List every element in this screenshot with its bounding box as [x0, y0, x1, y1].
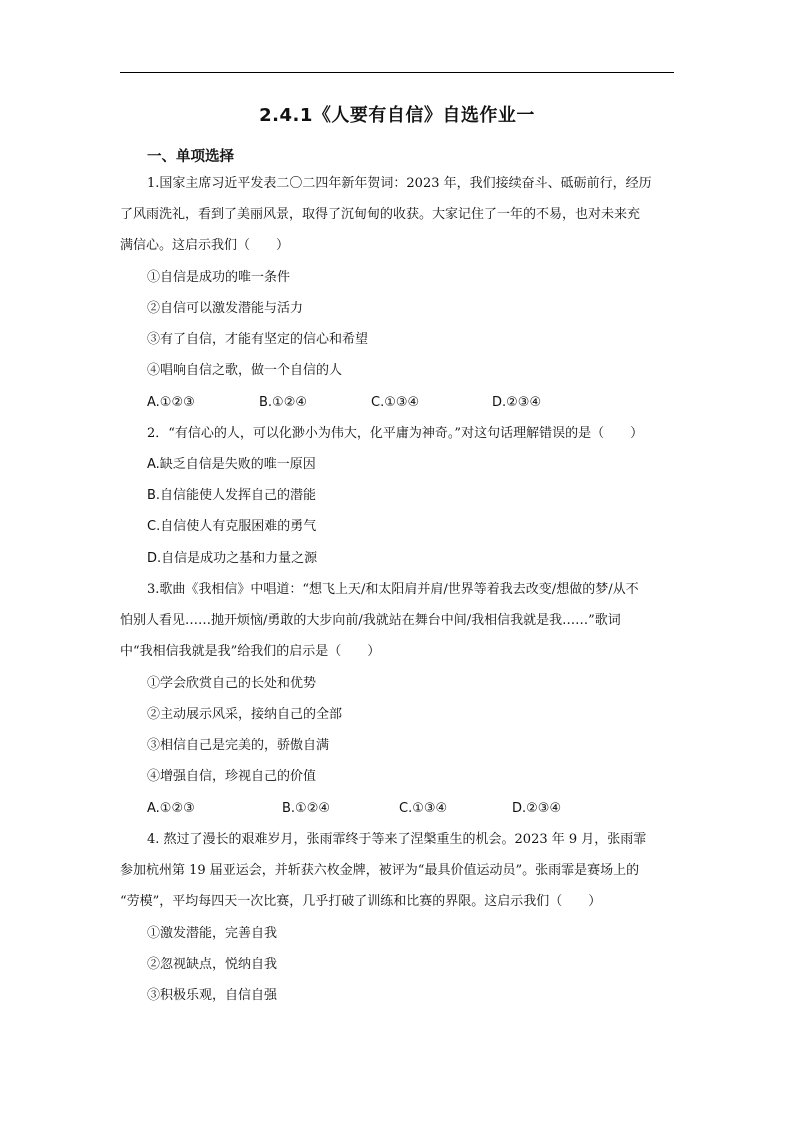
page-title: 2.4.1《人要有自信》自选作业一 — [259, 105, 535, 126]
q3-choice-a[interactable]: A.①②③ — [147, 801, 195, 816]
q1-choice-b[interactable]: B.①②④ — [259, 395, 308, 410]
q1-stem-line-1: 1.国家主席习近平发表二〇二四年新年贺词：2023 年，我们接续奋斗、砥砺前行，经历 — [147, 176, 652, 191]
q4-stem-line-1: 4. 熬过了漫长的艰难岁月，张雨霏终于等来了涅槃重生的机会。2023 年 9 月，张雨霏 — [147, 832, 647, 847]
q2-stem: 2．“有信心的人，可以化渺小为伟大，化平庸为神奇。”对这句话理解错误的是（ ） — [147, 426, 644, 441]
q1-choice-d[interactable]: D.②③④ — [492, 395, 542, 410]
section-heading: 一、单项选择 — [147, 149, 234, 165]
q1-item-1: ①自信是成功的唯一条件 — [147, 270, 291, 285]
q3-choice-b[interactable]: B.①②④ — [282, 801, 331, 816]
q4-item-1: ①激发潜能，完善自我 — [147, 926, 278, 941]
q1-choice-c[interactable]: C.①③④ — [371, 395, 420, 410]
q1-stem-line-2: 了风雨洗礼，看到了美丽风景，取得了沉甸甸的收获。大家记住了一年的不易，也对未来充 — [120, 207, 641, 222]
q3-stem-line-3: 中“我相信我就是我”给我们的启示是（ ） — [120, 644, 381, 659]
q3-item-4: ④增强自信，珍视自己的价值 — [147, 769, 317, 784]
q1-item-3: ③有了自信，才能有坚定的信心和希望 — [147, 332, 369, 347]
q2-option-b[interactable]: B.自信能使人发挥自己的潜能 — [147, 488, 317, 503]
q1-item-2: ②自信可以激发潜能与活力 — [147, 301, 304, 316]
header-rule — [120, 72, 674, 73]
q3-stem-line-1: 3.歌曲《我相信》中唱道：“想飞上天/和太阳肩并肩/世界等着我去改变/想做的梦/从不 — [147, 582, 639, 597]
q2-option-c[interactable]: C.自信使人有克服困难的勇气 — [147, 519, 317, 534]
q3-item-3: ③相信自己是完美的，骄傲自满 — [147, 738, 330, 753]
q2-option-d[interactable]: D.自信是成功之基和力量之源 — [147, 551, 318, 566]
q4-item-2: ②忽视缺点，悦纳自我 — [147, 957, 278, 972]
q3-stem-line-2: 怕别人看见……抛开烦恼/勇敢的大步向前/我就站在舞台中间/我相信我就是我……”歌词 — [120, 613, 621, 628]
q4-stem-line-3: “劳模”，平均每四天一次比赛，几乎打破了训练和比赛的界限。这启示我们（ ） — [120, 894, 602, 909]
q3-item-1: ①学会欣赏自己的长处和优势 — [147, 676, 317, 691]
q3-choice-d[interactable]: D.②③④ — [512, 801, 562, 816]
q3-choice-c[interactable]: C.①③④ — [399, 801, 448, 816]
q3-item-2: ②主动展示风采，接纳自己的全部 — [147, 707, 343, 722]
q1-stem-line-3: 满信心。这启示我们（ ） — [120, 238, 290, 253]
q2-option-a[interactable]: A.缺乏自信是失败的唯一原因 — [147, 457, 316, 472]
q1-choice-a[interactable]: A.①②③ — [147, 395, 195, 410]
q4-stem-line-2: 参加杭州第 19 届亚运会，并斩获六枚金牌，被评为“最具价值运动员”。张雨霏是赛场上的 — [120, 863, 640, 878]
q4-item-3: ③积极乐观，自信自强 — [147, 988, 278, 1003]
q1-item-4: ④唱响自信之歌，做一个自信的人 — [147, 363, 343, 378]
